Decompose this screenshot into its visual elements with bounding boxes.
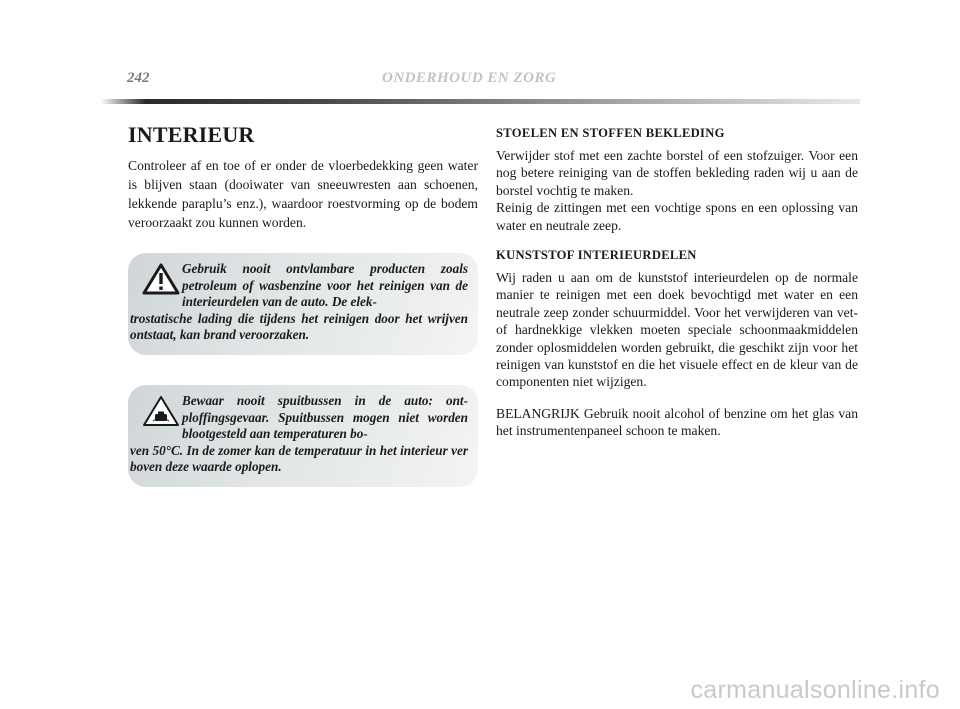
footer-watermark: carmanualsonline.info	[690, 676, 940, 704]
warning1-indented-text: Gebruik nooit ontvlambare producten zoals petroleum of wasbenzine voor het reinigen van de interieurdelen van de auto. De elek-	[182, 261, 468, 310]
heading-kunststof: KUNSTSTOF INTERIEURDELEN	[496, 248, 697, 263]
belangrijk-paragraph: BELANGRIJK Gebruik nooit alcohol of benzine om het glas van het instrumentenpaneel schoon te maken.	[496, 405, 858, 439]
warning-box-spray-cans	[128, 385, 478, 487]
page-number: 242	[127, 70, 150, 86]
warning2-indented-text: Bewaar nooit spuitbussen in de auto: ontploffingsgevaar. Spuitbussen mogen niet worden blootgesteld aan temperaturen bo-	[182, 393, 468, 442]
warning1-rest-text: trostatische lading die tijdens het reinigen door het wrijven ontstaat, kan brand veroorzaken.	[130, 310, 468, 343]
section-heading-interieur: INTERIEUR	[128, 122, 255, 147]
interieur-intro-paragraph: Controleer af en toe of er onder de vloerbedekking geen water is blijven staan (dooiwater van sneeuwresten aan schoenen, lekkende paraplu’s enz.), waardoor roestvorming op de bodem veroorzaakt zou kunnen worden.	[128, 158, 478, 230]
running-title: ONDERHOUD EN ZORG	[382, 70, 557, 86]
heading-stoelen: STOELEN EN STOFFEN BEKLEDING	[496, 126, 725, 140]
stoelen-paragraph-2: Reinig de zittingen met een vochtige spons en een oplossing van water en neutrale zeep.	[496, 200, 858, 233]
right-column	[496, 126, 858, 440]
kunststof-paragraph: Wij raden u aan om de kunststof interieurdelen op de normale manier te reinigen met een doek bevochtigd met water en een neutrale zeep zonder schuurmiddel. Voor het verwijderen van vet- of hardnekkige vlekken moeten speciale schoonmaakmiddelen zonder oplosmiddelen worden gebruikt, die geschikt zijn voor het reinigen van kunststof en die het visuele effect en de kleur van de componenten niet wijzigen.	[496, 270, 858, 390]
warning2-rest-text: ven 50°C. In de zomer kan de temperatuur in het interieur ver boven deze waarde oplopen.	[130, 442, 468, 475]
warning-text-flammable	[130, 261, 468, 344]
stoelen-paragraph-1: Verwijder stof met een zachte borstel of een stofzuiger. Voor een nog betere reiniging van de stoffen bekleding raden wij u aan de borstel vochtig te maken.	[496, 148, 858, 198]
warning-text-spray-cans	[130, 393, 468, 476]
warning-box-flammable	[128, 253, 478, 355]
header-rule	[100, 99, 860, 104]
